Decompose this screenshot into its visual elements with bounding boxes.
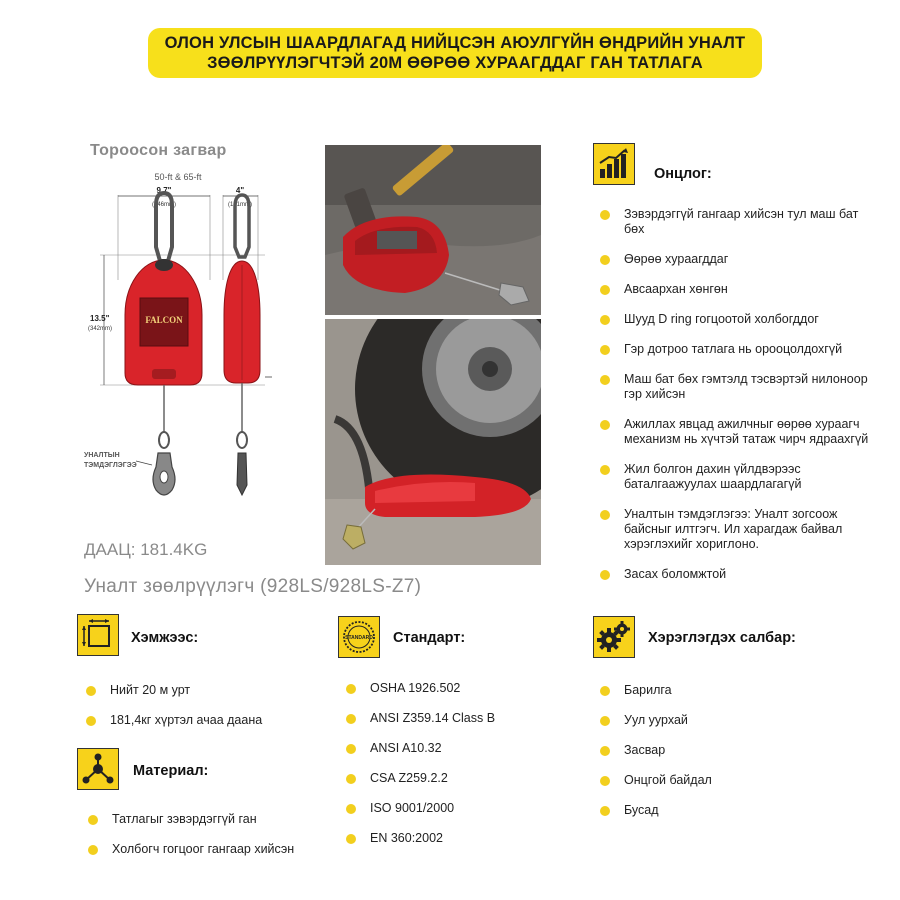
list-item: CSA Z259.2.2 — [346, 771, 566, 786]
seal-text: STANDARD — [345, 635, 373, 641]
height-dim: 13.5" — [90, 314, 110, 323]
list-item: 181,4кг хүртэл ачаа даана — [86, 713, 326, 728]
product-photo-truck-tire — [325, 319, 541, 565]
list-item: Авсаархан хөнгөн — [600, 282, 870, 297]
list-item: ANSI Z359.14 Class B — [346, 711, 566, 726]
capacity-label: ДААЦ: 181.4KG — [84, 540, 208, 559]
bar-chart-icon — [593, 143, 635, 185]
list-item: Ажиллах явцад ажилчныг өөрөө хураагч механизм нь хүчтэй татаж чирч ядраахгүй — [600, 417, 870, 447]
length-note: 50-ft & 65-ft — [154, 172, 202, 182]
list-item: Татлагыг зэвэрдэггүй ган — [88, 812, 328, 827]
standard-seal-icon — [338, 616, 380, 658]
height-dim-mm: (342mm) — [88, 326, 113, 332]
diagram-title: Тороосон загвар — [90, 142, 227, 159]
features-heading: Онцлог: — [654, 166, 712, 182]
list-item: Онцгой байдал — [600, 773, 820, 788]
list-item: Засвар — [600, 743, 820, 758]
dimensions-list — [86, 683, 326, 728]
title-line-2: ЗӨӨЛРҮҮЛЭГЧТЭЙ 20М ӨӨРӨӨ ХУРААГДДАГ ГАН ТАТЛАГА — [207, 54, 703, 72]
standard-list — [346, 681, 566, 846]
title-line-1: ОЛОН УЛСЫН ШААРДЛАГАД НИЙЦСЭН АЮУЛГҮЙН ӨНДРИЙН УНАЛТ — [164, 34, 746, 52]
usage-heading: Хэрэглэгдэх салбар: — [648, 630, 796, 646]
usage-list — [600, 683, 820, 818]
brand-label: FALCON — [145, 315, 183, 325]
product-photo-hammer — [325, 145, 541, 315]
structure-icon — [77, 748, 119, 790]
list-item: Уул уурхай — [600, 713, 820, 728]
list-item: ANSI A10.32 — [346, 741, 566, 756]
list-item: OSHA 1926.502 — [346, 681, 566, 696]
list-item: Барилга — [600, 683, 820, 698]
depth-dim-mm: (101mm) — [227, 202, 253, 208]
features-list — [600, 207, 870, 582]
material-heading: Материал: — [133, 763, 209, 779]
list-item: Засах боломжтой — [600, 567, 870, 582]
list-item: Зэвэрдэггүй гангаар хийсэн тул маш бат бөх — [600, 207, 870, 237]
standard-heading: Стандарт: — [393, 630, 466, 646]
dimensions-heading: Хэмжээс: — [131, 630, 199, 646]
list-item: EN 360:2002 — [346, 831, 566, 846]
list-item: Өөрөө хураагддаг — [600, 252, 870, 267]
indicator-label-2: ТЭМДЭГЛЭГЭЭ — [84, 462, 137, 469]
list-item: Уналтын тэмдэглэгээ: Уналт зогсоож байсныг илтгэгч. Ил харагдаж байвал хэрэглэхийг хориглоно. — [600, 507, 870, 552]
indicator-label-1: УНАЛТЫН — [84, 452, 120, 459]
width-dim: 9.7" — [156, 186, 172, 195]
list-item: Бусад — [600, 803, 820, 818]
list-item: Маш бат бөх гэмтэлд тэсвэртэй нилоноор гэр хийсэн — [600, 372, 870, 402]
gears-icon — [593, 616, 635, 658]
list-item: ISO 9001/2000 — [346, 801, 566, 816]
product-dimension-diagram — [80, 165, 280, 525]
title-banner — [148, 28, 762, 78]
width-dim-mm: (246mm) — [151, 202, 177, 208]
model-label: Уналт зөөлрүүлэгч (928LS/928LS-Z7) — [84, 576, 422, 597]
list-item: Нийт 20 м урт — [86, 683, 326, 698]
dimensions-icon — [77, 614, 119, 656]
material-list — [88, 812, 328, 857]
list-item: Шууд D ring гогцоотой холбогддог — [600, 312, 870, 327]
list-item: Холбогч гогцоог гангаар хийсэн — [88, 842, 328, 857]
list-item: Гэр дотроо татлага нь орооцолдохгүй — [600, 342, 870, 357]
list-item: Жил болгон дахин үйлдвэрээс баталгаажуулах шаардлагагүй — [600, 462, 870, 492]
depth-dim: 4" — [235, 186, 245, 195]
